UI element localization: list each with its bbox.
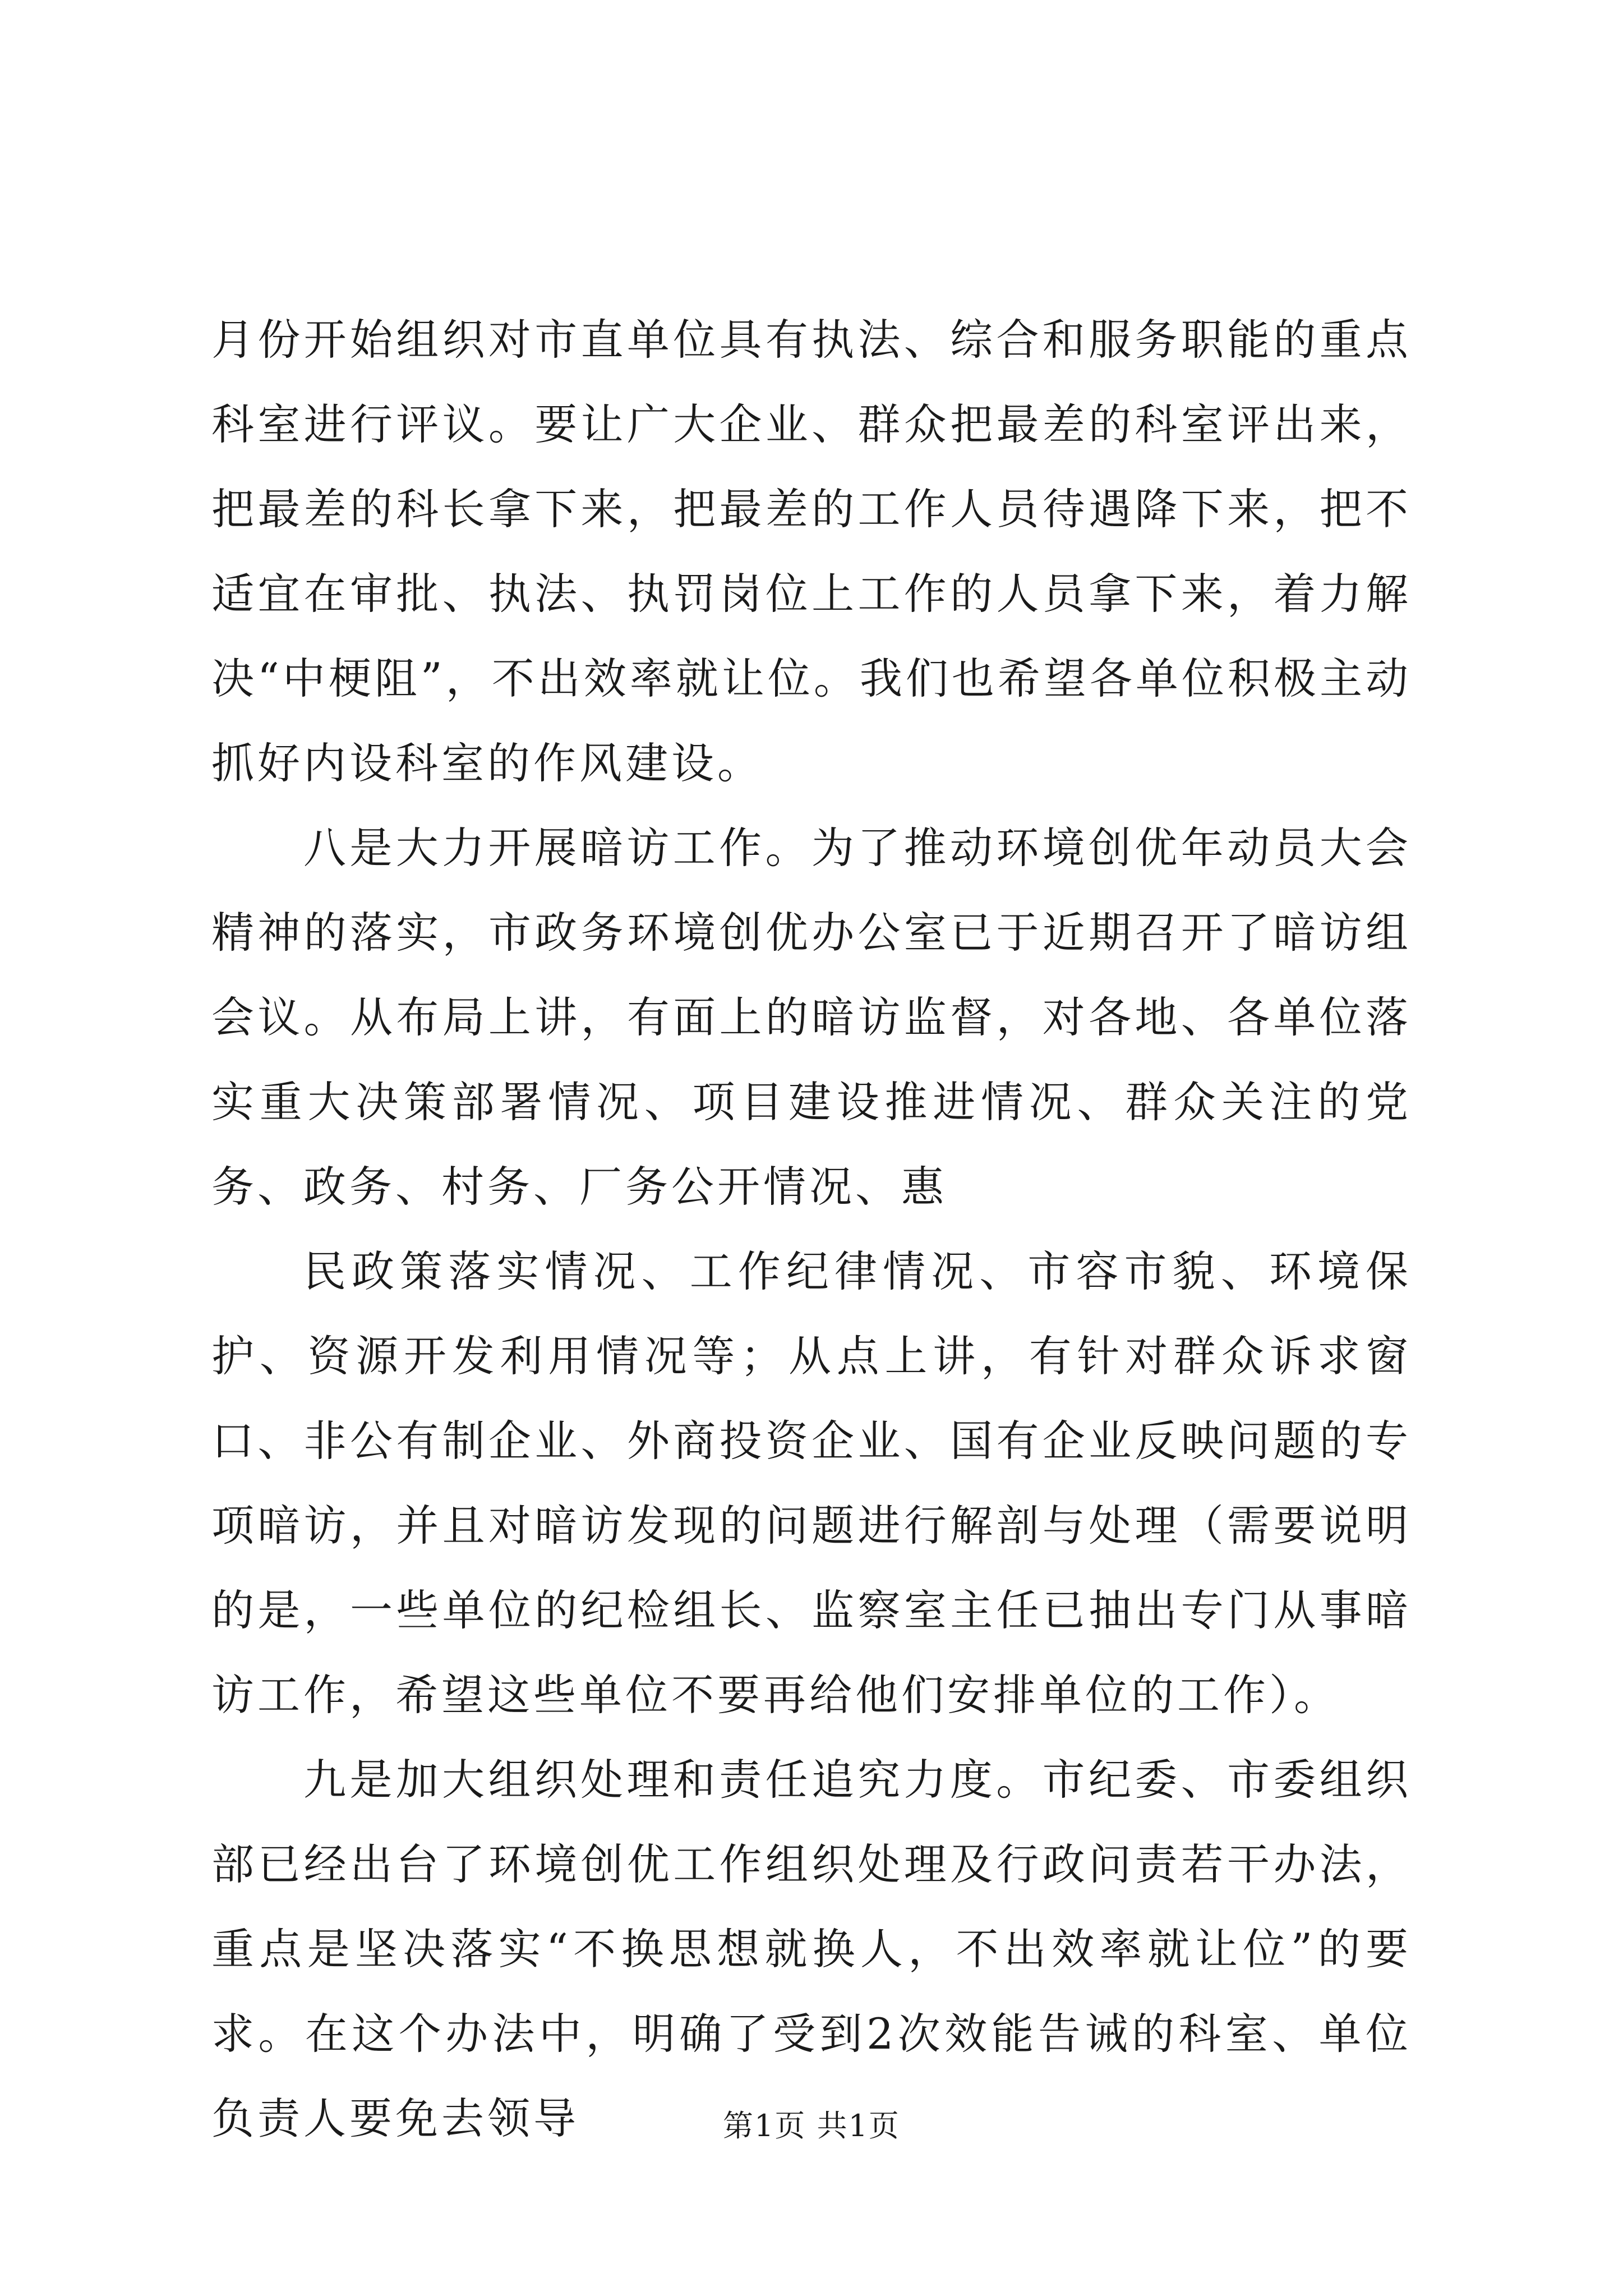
paragraph-4: 九是加大组织处理和责任追究力度。市纪委、市委组织部已经出台了环境创优工作组织处理及行政问责若干办法，重点是坚决落实“不换思想就换人，不出效率就让位”的要求。在这个办法中，明确了受到2次效能告诫的科室、单位负责人要免去领导 xyxy=(211,1755,1412,2143)
paragraph-1: 月份开始组织对市直单位具有执法、综合和服务职能的重点科室进行评议。要让广大企业、群众把最差的科室评出来，把最差的科长拿下来，把最差的工作人员待遇降下来，把不适宜在审批、执法、执罚岗位上工作的人员拿下来，着力解决“中梗阻”，不出效率就让位。我们也希望各单位积极主动抓好内设科室的作风建设。 xyxy=(211,315,1412,788)
document-body xyxy=(211,297,1412,2161)
paragraph-3: 民政策落实情况、工作纪律情况、市容市貌、环境保护、资源开发利用情况等；从点上讲，有针对群众诉求窗口、非公有制企业、外商投资企业、国有企业反映问题的专项暗访，并且对暗访发现的问题进行解剖与处理（需要说明的是，一些单位的纪检组长、监察室主任已抽出专门从事暗访工作，希望这些单位不要再给他们安排单位的工作）。 xyxy=(211,1246,1412,1720)
paragraph-2: 八是大力开展暗访工作。为了推动环境创优年动员大会精神的落实，市政务环境创优办公室已于近期召开了暗访组会议。从布局上讲，有面上的暗访监督，对各地、各单位落实重大决策部署情况、项目建设推进情况、群众关注的党务、政务、村务、厂务公开情况、惠 xyxy=(211,823,1412,1212)
page-footer: 第1页 共1页 xyxy=(723,2108,900,2143)
